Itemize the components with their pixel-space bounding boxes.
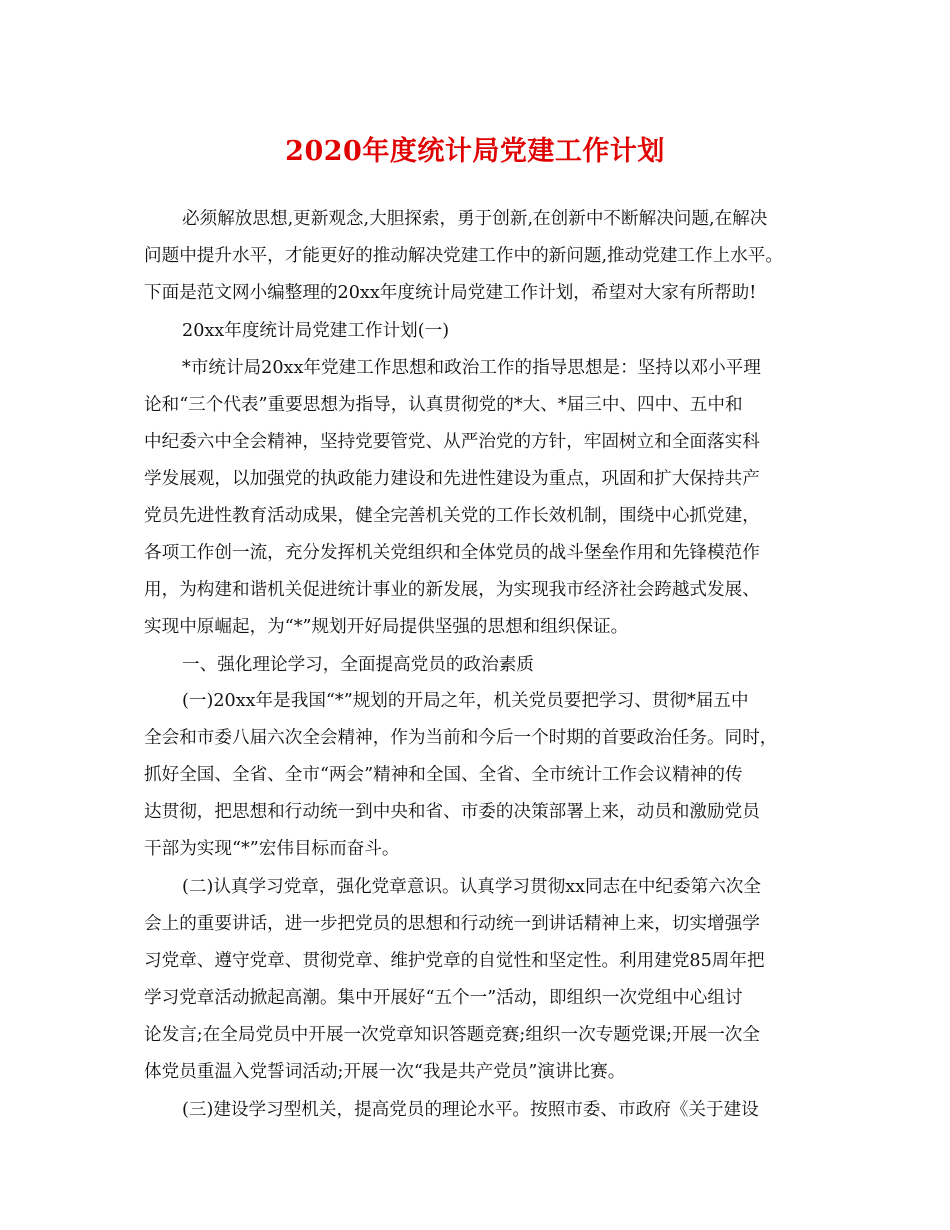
paragraph-line: 实现中原崛起，为“*”规划开好局提供坚强的思想和组织保证。 <box>144 617 629 637</box>
paragraph-line: 中纪委六中全会精神，坚持党要管党、从严治党的方针，牢固树立和全面落实科 <box>144 432 760 452</box>
paragraph-line: 全会和市委八届六次全会精神，作为当前和今后一个时期的首要政治任务。同时， <box>144 728 778 748</box>
paragraph-line: (一)20xx年是我国“*”规划的开局之年，机关党员要把学习、贯彻*届五中 <box>182 691 749 711</box>
paragraph-line: 干部为实现“*”宏伟目标而奋斗。 <box>144 839 400 859</box>
paragraph-line: 达贯彻，把思想和行动统一到中央和省、市委的决策部署上来，动员和激励党员 <box>144 802 760 822</box>
section-heading: 一、强化理论学习，全面提高党员的政治素质 <box>182 655 534 675</box>
paragraph-line: 论和“三个代表”重要思想为指导，认真贯彻党的*大、*届三中、四中、五中和 <box>144 395 743 415</box>
document-title: 2020年度统计局党建工作计划 <box>285 136 665 167</box>
paragraph-line: 会上的重要讲话，进一步把党员的思想和行动统一到讲话精神上来，切实增强学 <box>144 914 760 934</box>
paragraph-line: 学发展观，以加强党的执政能力建设和先进性建设为重点，巩固和扩大保持共产 <box>144 469 760 489</box>
section-heading: 20xx年度统计局党建工作计划(一) <box>182 321 450 341</box>
paragraph-line: 习党章、遵守党章、贯彻党章、维护党章的自觉性和坚定性。利用建党85周年把 <box>144 951 765 971</box>
paragraph-line: 问题中提升水平，才能更好的推动解决党建工作中的新问题,推动党建工作上水平。 <box>144 246 783 266</box>
paragraph-line: 下面是范文网小编整理的20xx年度统计局党建工作计划，希望对大家有所帮助! <box>144 283 757 303</box>
paragraph-line: 体党员重温入党誓词活动;开展一次“我是共产党员”演讲比赛。 <box>144 1062 626 1082</box>
paragraph-line: (二)认真学习党章，强化党章意识。认真学习贯彻xx同志在中纪委第六次全 <box>182 877 761 897</box>
paragraph-line: 用，为构建和谐机关促进统计事业的新发展，为实现我市经济社会跨越式发展、 <box>144 580 760 600</box>
paragraph-line: (三)建设学习型机关，提高党员的理论水平。按照市委、市政府《关于建设 <box>182 1100 759 1120</box>
paragraph-line: 学习党章活动掀起高潮。集中开展好“五个一”活动，即组织一次党组中心组讨 <box>144 988 743 1008</box>
paragraph-line: 抓好全国、全省、全市“两会”精神和全国、全省、全市统计工作会议精神的传 <box>144 765 743 785</box>
paragraph-line: 各项工作创一流，充分发挥机关党组织和全体党员的战斗堡垒作用和先锋模范作 <box>144 543 760 563</box>
paragraph-line: 论发言;在全局党员中开展一次党章知识答题竞赛;组织一次专题党课;开展一次全 <box>144 1025 760 1045</box>
paragraph-line: *市统计局20xx年党建工作思想和政治工作的指导思想是：坚持以邓小平理 <box>182 358 761 378</box>
paragraph-line: 党员先进性教育活动成果，健全完善机关党的工作长效机制，围绕中心抓党建， <box>144 506 760 526</box>
paragraph-line: 必须解放思想,更新观念,大胆探索，勇于创新,在创新中不断解决问题,在解决 <box>182 209 768 229</box>
